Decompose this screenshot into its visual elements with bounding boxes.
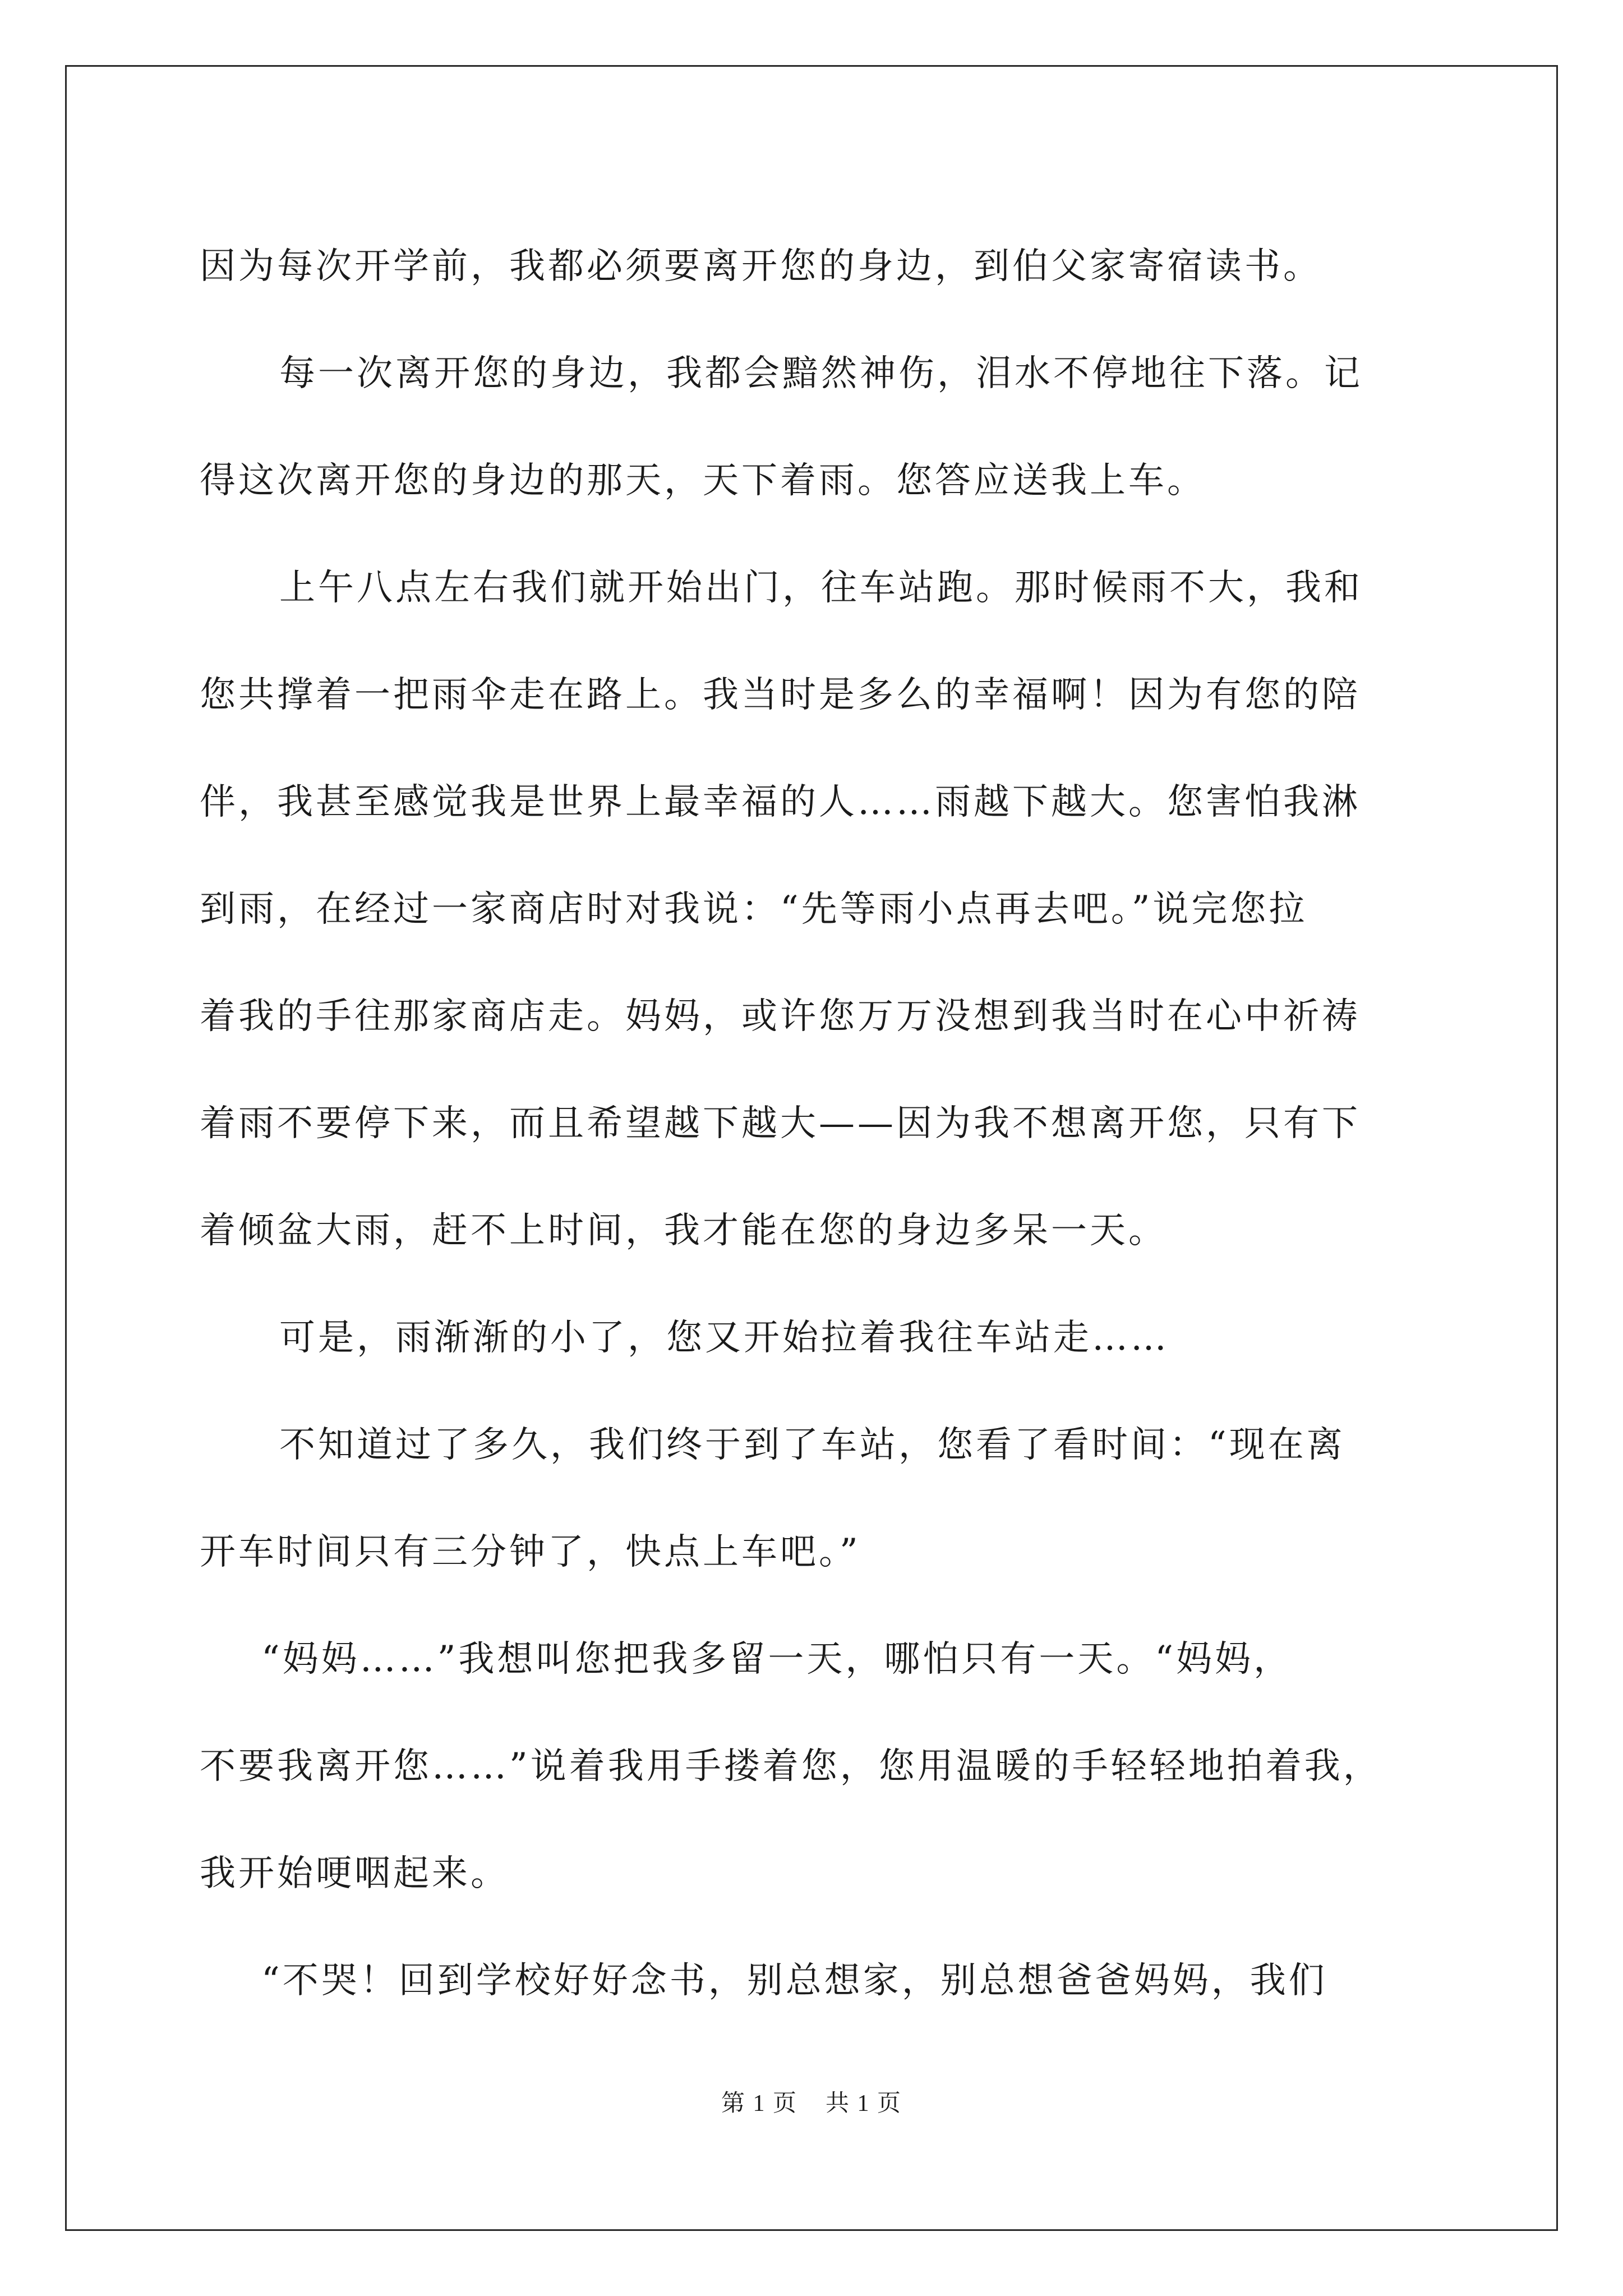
page-total: 共 1 页 [826,2091,902,2116]
text-line: 因为每次开学前，我都必须要离开您的身边，到伯父家寄宿读书。 [200,246,1322,287]
text-line: 可是，雨渐渐的小了，您又开始拉着我往车站走…… [279,1317,1169,1359]
text-line: “不哭！回到学校好好念书，别总想家，别总想爸爸妈妈，我们 [261,1960,1327,2001]
text-line: “妈妈……”我想叫您把我多留一天，哪怕只有一天。“妈妈， [261,1639,1293,1680]
page-footer [0,2085,1623,2118]
text-line: 您共撑着一把雨伞走在路上。我当时是多么的幸福啊！因为有您的陪 [200,674,1361,716]
text-line: 到雨，在经过一家商店时对我说：“先等雨小点再去吧。”说完您拉 [200,889,1308,930]
text-line: 上午八点左右我们就开始出门，往车站跑。那时候雨不大，我和 [279,567,1363,609]
text-line: 不要我离开您……”说着我用手搂着您，您用温暖的手轻轻地拍着我， [200,1746,1382,1787]
text-line: 每一次离开您的身边，我都会黯然神伤，泪水不停地往下落。记 [279,353,1363,394]
text-line: 着雨不要停下来，而且希望越下越大——因为我不想离开您，只有下 [200,1103,1361,1144]
page-number: 第 1 页 [721,2091,797,2116]
text-line: 得这次离开您的身边的那天，天下着雨。您答应送我上车。 [200,460,1206,501]
text-line: 我开始哽咽起来。 [200,1853,509,1894]
text-line: 不知道过了多久，我们终于到了车站，您看了看时间：“现在离 [279,1424,1345,1466]
text-line: 伴，我甚至感觉我是世界上最幸福的人……雨越下越大。您害怕我淋 [200,781,1361,823]
text-line: 着倾盆大雨，赶不上时间，我才能在您的身边多呆一天。 [200,1210,1167,1251]
document-body [200,213,1428,2035]
text-line: 开车时间只有三分钟了，快点上车吧。” [200,1531,861,1573]
text-lines [200,213,1428,2035]
text-line: 着我的手往那家商店走。妈妈，或许您万万没想到我当时在心中祈祷 [200,996,1361,1037]
